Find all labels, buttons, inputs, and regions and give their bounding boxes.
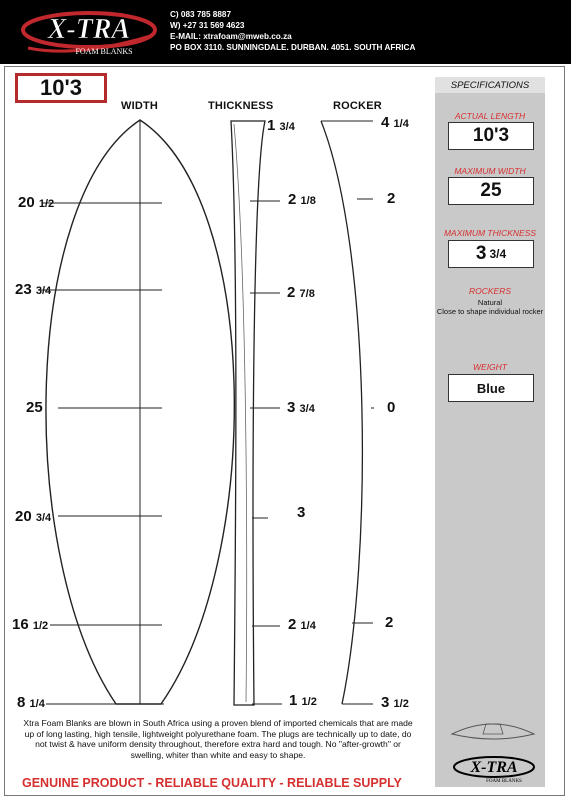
rockers-label: ROCKERS <box>468 286 512 296</box>
svg-text:X-TRA: X-TRA <box>47 14 131 45</box>
width-measure: 8 1/4 <box>17 694 45 711</box>
footer-slogan: GENUINE PRODUCT - RELIABLE QUALITY - RELIABLE SUPPLY <box>22 776 402 790</box>
rocker-column-heading: ROCKER <box>333 100 382 112</box>
rocker-measure: 4 1/4 <box>381 114 409 131</box>
width-column-heading: WIDTH <box>121 100 159 112</box>
thickness-measure: 2 1/4 <box>288 616 316 633</box>
board-silhouette-icon <box>448 712 538 752</box>
thickness-profile <box>231 121 265 705</box>
thickness-measure: 1 1/2 <box>289 692 317 709</box>
max-thickness-label: MAXIMUM THICKNESS <box>443 228 537 238</box>
bottom-xtra-logo <box>450 754 538 784</box>
max-width-label: MAXIMUM WIDTH <box>454 166 526 176</box>
contact-cell: C) 083 785 8887 <box>170 10 231 19</box>
width-measure: 23 3/4 <box>15 281 52 298</box>
actual-length-value: 10'3 <box>448 122 534 150</box>
rocker-measure: 3 1/2 <box>381 694 409 711</box>
thickness-measure: 2 1/8 <box>288 191 316 208</box>
product-description: Xtra Foam Blanks are blown in South Africa using a proven blend of imported chemicals that are made up of long lasting, high tensile, lightweight polyurethane foam. The plugs are technically up to date, do not twist & have uniform density throughout, therefore extra hard and tough. No "after-growth" or swelling, whiter than white and easy to shape. <box>23 718 413 760</box>
specifications-title: SPECIFICATIONS <box>435 77 545 93</box>
rocker-measure: 2 <box>385 614 394 631</box>
thickness-measure: 2 7/8 <box>287 284 315 301</box>
width-measure: 16 1/2 <box>12 616 49 633</box>
weight-label: WEIGHT <box>473 362 507 372</box>
max-width-value: 25 <box>448 177 534 205</box>
weight-value: Blue <box>448 374 534 402</box>
svg-text:X-TRA: X-TRA <box>470 759 518 776</box>
width-measure: 25 <box>26 399 43 416</box>
thickness-measure: 3 <box>297 504 306 521</box>
rocker-profile <box>321 121 362 704</box>
rocker-measure: 2 <box>387 190 396 207</box>
width-measure: 20 3/4 <box>15 508 52 525</box>
width-measure: 20 1/2 <box>18 194 55 211</box>
contact-work: W) +27 31 569 4623 <box>170 21 245 30</box>
thickness-measure: 3 3/4 <box>287 399 315 416</box>
thickness-measure: 1 3/4 <box>267 117 295 134</box>
rocker-measure: 0 <box>387 399 396 416</box>
svg-text:FOAM BLANKS: FOAM BLANKS <box>75 47 133 56</box>
rockers-note: Natural Close to shape individual rocker <box>436 298 544 316</box>
actual-length-label: ACTUAL LENGTH <box>454 111 526 121</box>
thickness-column-heading: THICKNESS <box>208 100 274 112</box>
max-thickness-value: 3 3/4 <box>448 240 534 268</box>
svg-text:FOAM BLANKS: FOAM BLANKS <box>486 779 522 784</box>
contact-email: E-MAIL: xtrafoam@mweb.co.za <box>170 32 292 41</box>
contact-address: PO BOX 3110. SUNNINGDALE. DURBAN. 4051. SOUTH AFRICA <box>170 43 416 52</box>
board-size-badge: 10'3 <box>15 73 107 103</box>
